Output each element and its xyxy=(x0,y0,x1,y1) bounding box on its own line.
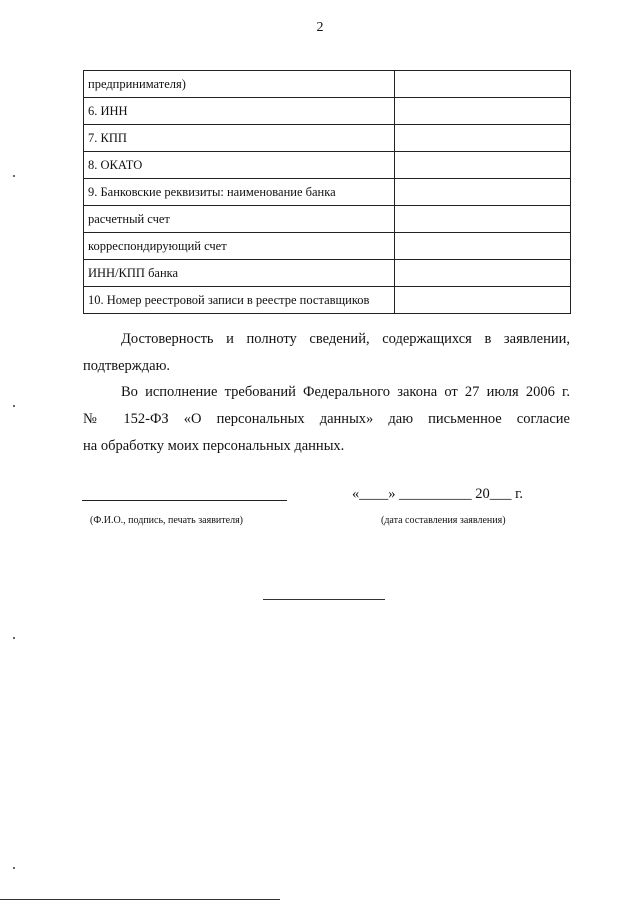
table-row xyxy=(84,179,571,206)
table-row xyxy=(84,287,571,314)
table-row xyxy=(84,98,571,125)
row-value-bank-inn-kpp xyxy=(395,260,571,287)
confirmation-line-2: подтверждаю. xyxy=(83,358,171,374)
page-number: 2 xyxy=(316,20,324,35)
table-row xyxy=(84,233,571,260)
table-row xyxy=(84,71,571,98)
row-value-correspondent-account xyxy=(395,233,571,260)
row-value-settlement-account xyxy=(395,206,571,233)
consent-line-2: № 152-ФЗ «О персональных данных» даю письменное согласие xyxy=(83,411,570,427)
row-label-kpp: 7. КПП xyxy=(84,125,395,152)
row-value-kpp xyxy=(395,125,571,152)
confirmation-paragraph xyxy=(83,326,570,380)
row-label-okato: 8. ОКАТО xyxy=(84,152,395,179)
table-row xyxy=(84,206,571,233)
consent-paragraph xyxy=(83,379,570,460)
scan-artifact-dot xyxy=(13,175,15,177)
scan-artifact-dot xyxy=(13,405,15,407)
row-label-bank-inn-kpp: ИНН/КПП банка xyxy=(84,260,395,287)
row-label-registry-number: 10. Номер реестровой записи в реестре поставщиков xyxy=(84,287,395,314)
applicant-details-table xyxy=(83,70,571,314)
row-value-bank-name xyxy=(395,179,571,206)
confirmation-line-1: Достоверность и полноту сведений, содержащихся в заявлении, xyxy=(121,331,570,347)
signature-caption: (Ф.И.О., подпись, печать заявителя) xyxy=(90,515,243,526)
row-value-inn xyxy=(395,98,571,125)
row-label-settlement-account: расчетный счет xyxy=(84,206,395,233)
row-value-entrepreneur xyxy=(395,71,571,98)
date-field: «____» __________ 20___ г. xyxy=(352,486,524,502)
signature-line xyxy=(82,500,287,501)
table-row xyxy=(84,260,571,287)
row-label-inn: 6. ИНН xyxy=(84,98,395,125)
scan-artifact-dot xyxy=(13,867,15,869)
date-caption: (дата составления заявления) xyxy=(381,515,506,526)
row-label-bank-name: 9. Банковские реквизиты: наименование банка xyxy=(84,179,395,206)
table-row xyxy=(84,152,571,179)
document-end-rule xyxy=(263,599,385,600)
consent-line-3: на обработку моих персональных данных. xyxy=(83,438,345,454)
row-value-okato xyxy=(395,152,571,179)
consent-line-1: Во исполнение требований Федерального закона от 27 июля 2006 г. xyxy=(121,384,570,400)
scan-artifact-dot xyxy=(13,637,15,639)
table-row xyxy=(84,125,571,152)
page-bottom-rule xyxy=(0,899,280,900)
row-label-entrepreneur: предпринимателя) xyxy=(84,71,395,98)
row-label-correspondent-account: корреспондирующий счет xyxy=(84,233,395,260)
row-value-registry-number xyxy=(395,287,571,314)
